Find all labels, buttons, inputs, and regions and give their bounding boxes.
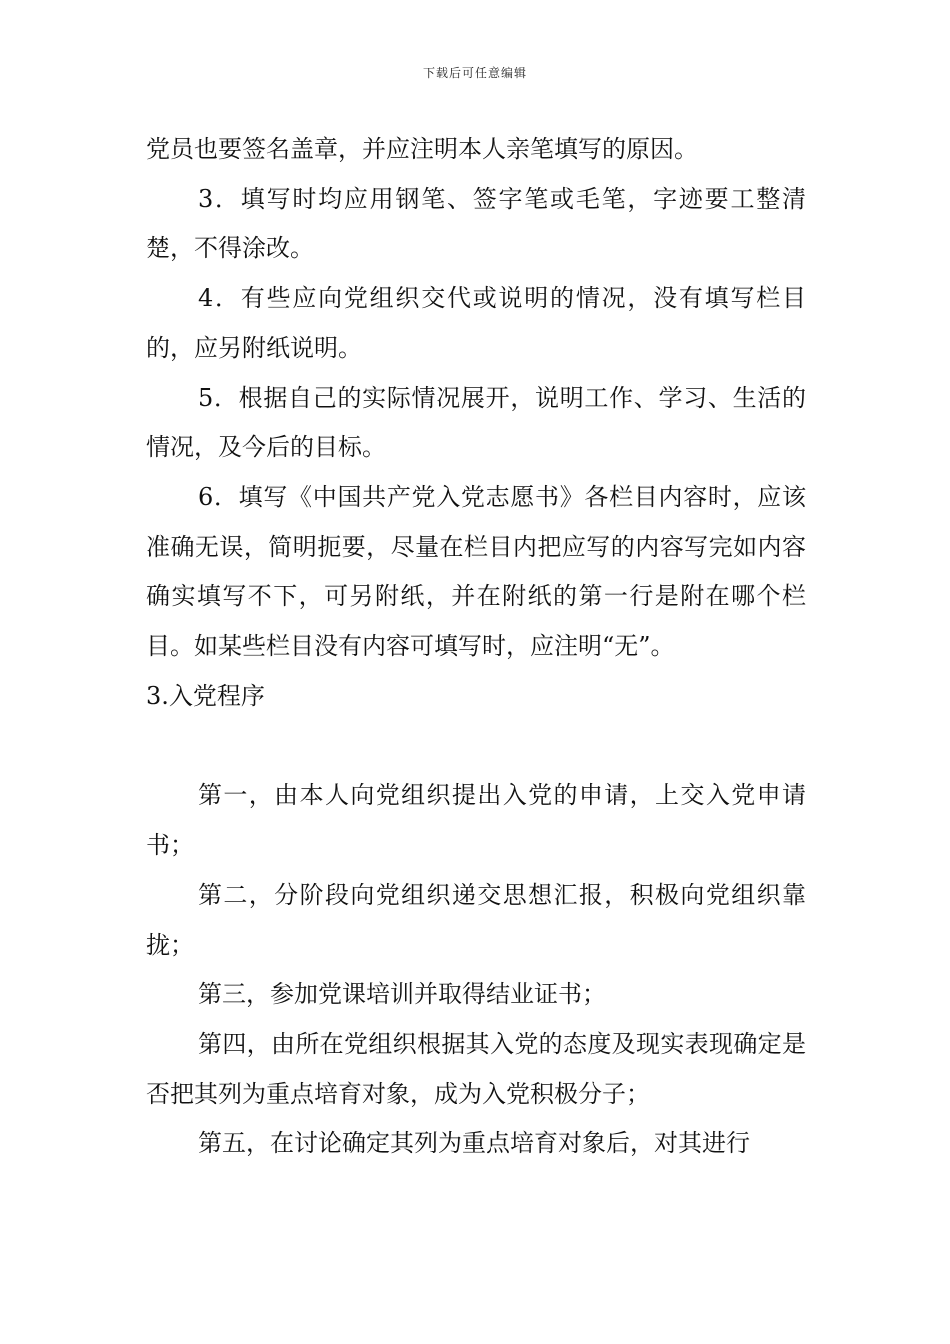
page-header: 下载后可任意编辑: [422, 66, 527, 80]
paragraph-item-3: 3．填写时均应用钢笔、签字笔或毛笔，字迹要工整清楚，不得涂改。: [146, 184, 806, 263]
paragraph-item-6: 6．填写《中国共产党入党志愿书》各栏目内容时，应该准确无误，简明扼要，尽量在栏目内把应写的内容写完如内容确实填写不下，可另附纸，并在附纸的第一行是附在哪个栏目。如某些栏目没有内容可填写时，应注明“无”。: [146, 482, 806, 661]
step-4: 第四，由所在党组织根据其入党的态度及现实表现确定是否把其列为重点培育对象，成为入党积极分子；: [146, 1029, 806, 1108]
step-1: 第一，由本人向党组织提出入党的申请，上交入党申请书；: [146, 781, 806, 860]
paragraph-item-4: 4．有些应向党组织交代或说明的情况，没有填写栏目的，应另附纸说明。: [146, 284, 806, 362]
step-2: 第二，分阶段向党组织递交思想汇报，积极向党组织靠拢；: [146, 880, 806, 959]
paragraph-signature-note: 党员也要签名盖章，并应注明本人亲笔填写的原因。: [146, 135, 698, 163]
paragraph-item-5: 5．根据自己的实际情况展开，说明工作、学习、生活的情况，及今后的目标。: [146, 383, 806, 462]
section-heading: 3.入党程序: [146, 681, 265, 710]
section-spacer: [146, 721, 806, 771]
step-3: 第三，参加党课培训并取得结业证书；: [198, 980, 606, 1009]
step-5: 第五，在讨论确定其列为重点培育对象后，对其进行: [198, 1129, 750, 1158]
document-body: [146, 125, 806, 1169]
